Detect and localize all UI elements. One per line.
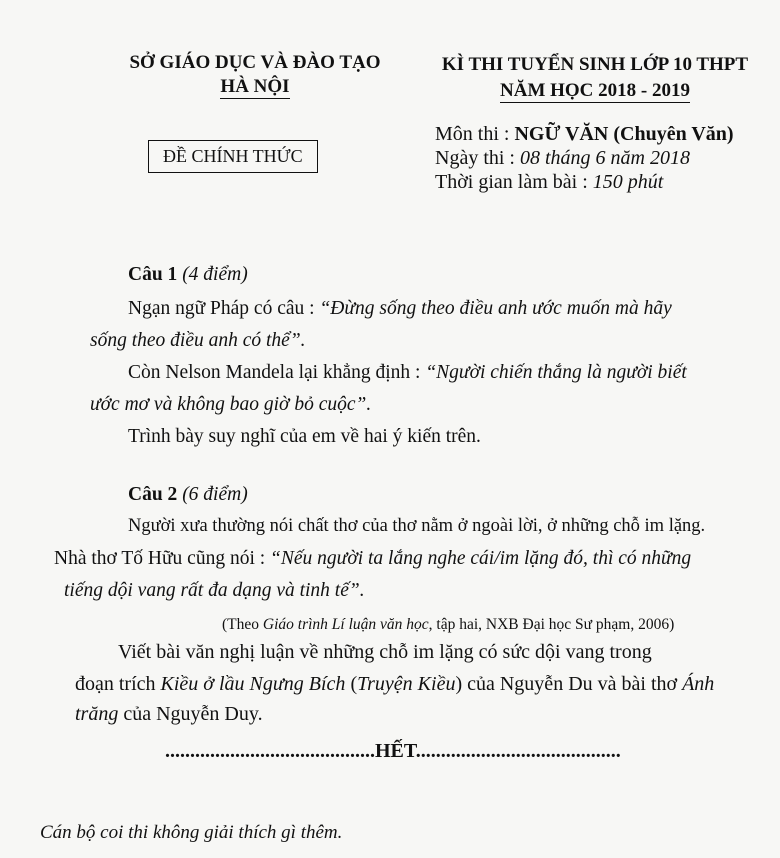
question-2-line: Người xưa thường nói chất thơ của thơ nằm ở ngoài lời, ở những chỗ im lặng.	[128, 516, 706, 536]
question-2-task	[75, 668, 714, 701]
task-text: của Nguyễn Duy.	[118, 703, 263, 725]
work-title: Ánh	[682, 673, 715, 695]
duration-value: 150 phút	[592, 171, 664, 193]
question-2-title: Câu 2	[128, 484, 178, 505]
question-2-task: Viết bài văn nghị luận về những chỗ im lặng có sức dội vang trong	[118, 641, 652, 663]
department-name: SỞ GIÁO DỤC VÀ ĐÀO TẠO	[129, 52, 381, 73]
source-publisher: , tập hai, NXB Đại học Sư phạm, 2006)	[428, 616, 675, 633]
question-2-quote: “Nếu người ta lắng nghe cái/im lặng đó, thì có những	[270, 548, 692, 569]
date-label: Ngày thi :	[435, 147, 520, 169]
work-title: Kiều ở lầu Ngưng Bích	[160, 673, 346, 695]
duration-label: Thời gian làm bài :	[435, 171, 593, 193]
work-title: Truyện Kiều	[357, 673, 456, 695]
question-2-text: Nhà thơ Tố Hữu cũng nói :	[54, 548, 271, 569]
subject-label: Môn thi :	[435, 123, 515, 145]
exam-title: KÌ THI TUYỂN SINH LỚP 10 THPT	[441, 54, 749, 75]
question-1-heading	[128, 258, 248, 291]
question-1-title: Câu 1	[128, 264, 178, 285]
subject-line	[435, 122, 734, 146]
official-exam-label: ĐỀ CHÍNH THỨC	[148, 140, 318, 173]
exam-header	[420, 52, 770, 104]
question-1-line	[128, 292, 672, 325]
end-marker: ..........................................HẾT.........................................	[165, 740, 621, 762]
question-1-text: Còn Nelson Mandela lại khẳng định :	[128, 362, 426, 383]
task-text: ) của Nguyễn Du và bài thơ	[455, 673, 683, 695]
exam-info	[435, 122, 734, 194]
subject-value: NGỮ VĂN (Chuyên Văn)	[514, 123, 734, 145]
work-title: trăng	[75, 703, 119, 725]
question-2-line	[54, 542, 691, 575]
question-1-quote: “Người chiến thắng là người biết	[425, 362, 687, 383]
question-1-quote: “Đừng sống theo điều anh ước muốn mà hãy	[319, 298, 672, 319]
department-city: HÀ NỘI	[220, 76, 290, 97]
task-text: đoạn trích	[75, 673, 161, 695]
proctor-note: Cán bộ coi thi không giải thích gì thêm.	[40, 822, 343, 843]
date-value: 08 tháng 6 năm 2018	[520, 147, 690, 169]
task-text: (	[345, 673, 358, 695]
question-1-text: Ngạn ngữ Pháp có câu :	[128, 298, 320, 319]
question-1-task: Trình bày suy nghĩ của em về hai ý kiến trên.	[128, 426, 481, 447]
department-header	[110, 52, 400, 98]
question-2-quote-cont: tiếng dội vang rất đa dạng và tinh tế”.	[64, 580, 365, 601]
date-line	[435, 146, 734, 170]
question-1-line	[128, 356, 687, 389]
duration-line	[435, 170, 734, 194]
question-2-heading	[128, 478, 248, 511]
question-1-quote-cont: ước mơ và không bao giờ bỏ cuộc”.	[90, 394, 372, 415]
school-year: NĂM HỌC 2018 - 2019	[500, 80, 690, 101]
question-2-points: (6 điểm)	[182, 484, 248, 505]
question-1-points: (4 điểm)	[182, 264, 248, 285]
question-1-quote-cont: sống theo điều anh có thể”.	[90, 330, 306, 351]
question-2-task	[75, 698, 263, 731]
source-prefix: (Theo	[222, 616, 263, 633]
source-title: Giáo trình Lí luận văn học	[262, 616, 429, 633]
